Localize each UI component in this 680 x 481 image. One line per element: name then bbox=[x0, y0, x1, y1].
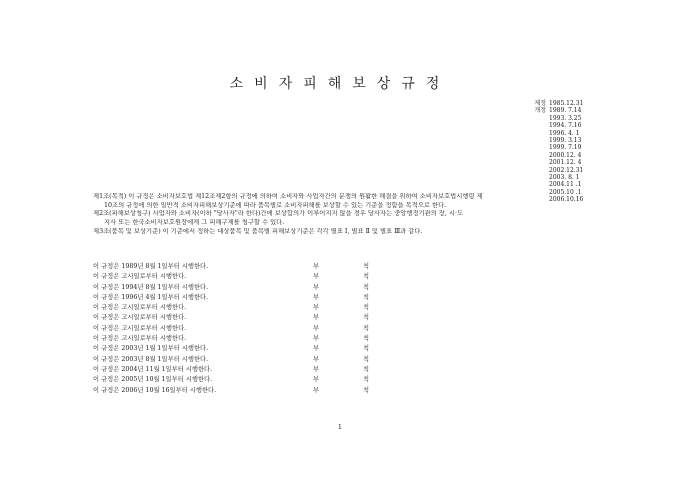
history-date: 1994. 7.16 bbox=[549, 122, 582, 130]
history-date: 1999. 7.19 bbox=[549, 144, 582, 152]
addendum-text: 이 규정은 2003년 1월 1일부터 시행한다. bbox=[93, 345, 209, 353]
addendum-row bbox=[93, 293, 393, 303]
addendum-row bbox=[93, 283, 393, 293]
addendum-text: 이 규정은 2006년 10월 16일부터 시행한다. bbox=[93, 386, 217, 394]
history-date: 2004.11 .1 bbox=[549, 181, 582, 189]
addendum-chik: 칙 bbox=[363, 386, 370, 394]
history-label bbox=[528, 152, 549, 159]
history-label bbox=[528, 130, 549, 137]
addendum-row bbox=[93, 355, 393, 365]
addendum-chik: 칙 bbox=[363, 273, 370, 281]
history-date: 1985.12.31 bbox=[549, 100, 584, 107]
addenda-section bbox=[93, 262, 393, 396]
addendum-bu: 부 bbox=[313, 345, 320, 353]
history-label bbox=[528, 115, 549, 122]
history-date: 1989. 7.14 bbox=[549, 107, 582, 115]
history-date: 1996. 4. 1 bbox=[549, 129, 580, 137]
addendum-text: 이 규정은 고시일로부터 시행한다. bbox=[93, 304, 187, 312]
addendum-bu: 부 bbox=[313, 273, 320, 281]
addendum-bu: 부 bbox=[313, 376, 320, 384]
addendum-chik: 칙 bbox=[363, 335, 370, 343]
addendum-row bbox=[93, 324, 393, 334]
addendum-chik: 칙 bbox=[363, 365, 370, 373]
history-row bbox=[528, 144, 638, 151]
addendum-chik: 칙 bbox=[363, 263, 370, 270]
addendum-bu: 부 bbox=[313, 365, 320, 373]
addendum-bu: 부 bbox=[313, 263, 320, 270]
addendum-chik: 칙 bbox=[363, 304, 370, 312]
history-label bbox=[528, 122, 549, 129]
article-line: 제1조(목적) 이 규정은 소비자보호법 제12조제2항의 규정에 의하여 소비자와 사업자간의 분쟁의 원활한 해결을 위하여 소비자보호법시행령 제 bbox=[93, 193, 483, 200]
history-label: 개정 bbox=[534, 107, 546, 115]
addendum-row bbox=[93, 262, 393, 272]
addendum-text: 이 규정은 고시일로부터 시행한다. bbox=[93, 273, 187, 281]
history-date: 1999. 3.13 bbox=[549, 137, 582, 145]
revision-history bbox=[528, 100, 638, 204]
history-row bbox=[528, 115, 638, 122]
history-label bbox=[528, 144, 549, 151]
history-row bbox=[528, 167, 638, 174]
addendum-text: 이 규정은 고시일로부터 시행한다. bbox=[93, 314, 187, 322]
addendum-text: 이 규정은 1994년 8월 1일부터 시행한다. bbox=[93, 283, 209, 291]
addendum-chik: 칙 bbox=[363, 355, 370, 363]
history-row bbox=[528, 174, 638, 181]
history-row bbox=[528, 181, 638, 188]
history-row bbox=[528, 122, 638, 129]
addendum-text: 이 규정은 고시일로부터 시행한다. bbox=[93, 335, 187, 343]
history-date: 2001.12. 4 bbox=[549, 159, 582, 167]
addendum-text: 이 규정은 2003년 8월 1일부터 시행한다. bbox=[93, 355, 209, 363]
history-date: 1993. 3.25 bbox=[549, 114, 582, 122]
addendum-bu: 부 bbox=[313, 304, 320, 312]
history-row bbox=[528, 152, 638, 159]
addendum-row bbox=[93, 365, 393, 375]
addendum-bu: 부 bbox=[313, 314, 320, 322]
addendum-bu: 부 bbox=[313, 386, 320, 394]
addendum-chik: 칙 bbox=[363, 376, 370, 384]
addendum-row bbox=[93, 334, 393, 344]
history-date: 2002.12.31 bbox=[549, 166, 584, 174]
history-label: 제정 bbox=[534, 100, 546, 107]
addendum-row bbox=[93, 344, 393, 354]
history-label bbox=[528, 174, 549, 181]
addendum-chik: 칙 bbox=[363, 324, 370, 332]
articles-section bbox=[93, 193, 605, 237]
addendum-row bbox=[93, 386, 393, 396]
history-row bbox=[528, 159, 638, 166]
document-title: 소비자피해보상규정 bbox=[229, 76, 451, 92]
history-label bbox=[528, 167, 549, 174]
addendum-row bbox=[93, 313, 393, 323]
addendum-row bbox=[93, 375, 393, 385]
addendum-bu: 부 bbox=[313, 324, 320, 332]
article-line-continued: 지사 또는 한국소비자보호원장에게 그 피해구제를 청구할 수 있다. bbox=[104, 219, 285, 227]
history-date: 2006.10.16 bbox=[549, 196, 584, 204]
history-label bbox=[528, 137, 549, 144]
addendum-chik: 칙 bbox=[363, 345, 370, 353]
article-line: 제2조(피해보상청구) 사업자와 소비자(이하 "당사자"라 한다)간에 보상합의가 이루어지지 않을 경우 당사자는 중앙행정기관의 장, 시·도 bbox=[93, 210, 464, 218]
page-number: 1 bbox=[337, 423, 343, 431]
addendum-chik: 칙 bbox=[363, 293, 370, 301]
addendum-text: 이 규정은 2005년 10월 1일부터 시행한다. bbox=[93, 376, 213, 384]
history-row bbox=[528, 137, 638, 144]
addendum-bu: 부 bbox=[313, 335, 320, 343]
history-date: 2005.10 .1 bbox=[549, 188, 582, 196]
addendum-row bbox=[93, 303, 393, 313]
history-row bbox=[528, 107, 638, 114]
addendum-text: 이 규정은 2004년 11월 1일부터 시행한다. bbox=[93, 365, 213, 373]
history-date: 2000.12. 4 bbox=[549, 151, 582, 159]
article-line-continued: 10조의 규정에 의한 일반적 소비자피해보상기준에 따라 품목별로 소비자피해를 보상할 수 있는 기준을 정함을 목적으로 한다. bbox=[104, 201, 447, 209]
addendum-chik: 칙 bbox=[363, 283, 370, 291]
history-label bbox=[528, 181, 549, 188]
addendum-text: 이 규정은 1996년 4월 1일부터 시행한다. bbox=[93, 293, 209, 301]
addendum-bu: 부 bbox=[313, 293, 320, 301]
history-date: 2003. 8. 1 bbox=[549, 174, 580, 182]
addendum-row bbox=[93, 272, 393, 282]
history-row bbox=[528, 130, 638, 137]
article-line: 제3조(품목 및 보상기준) 이 기준에서 정하는 대상품목 및 품목별 피해보상기준은 각각 별표 Ⅰ, 별표 Ⅱ 및 별표 Ⅲ과 같다. bbox=[93, 227, 423, 235]
addendum-bu: 부 bbox=[313, 355, 320, 363]
addendum-text: 이 규정은 고시일로부터 시행한다. bbox=[93, 324, 187, 332]
addendum-bu: 부 bbox=[313, 283, 320, 291]
addendum-chik: 칙 bbox=[363, 314, 370, 322]
addendum-text: 이 규정은 1989년 8월 1일부터 시행한다. bbox=[93, 263, 209, 270]
history-label bbox=[528, 159, 549, 166]
